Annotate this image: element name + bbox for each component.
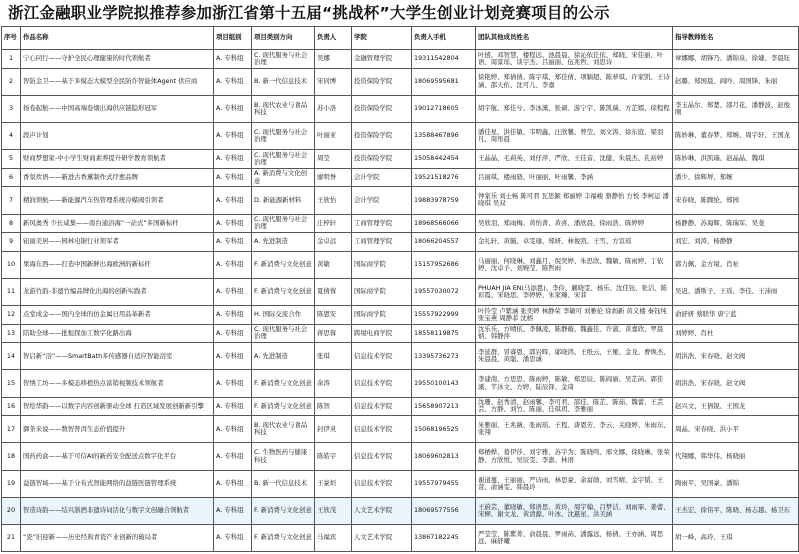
cell-team-members: 叶铃莹 卢紫涵 张奕婷 林静荣 李敏可 刘雅伦 徐刹新 黄义楼 秦钰纯 张宝燕 周静菲 沈榕 [476, 306, 673, 325]
cell-phone: 18558119875 [412, 324, 476, 343]
cell-index: 5 [2, 150, 21, 169]
cell-team-members: 徐艳婷、郑倩倩、陈宇琪、郑佳倩、项颖超、陈萝琪、许家凯、王诗涵、邵天佑、沈可儿、李嘉 [476, 68, 673, 95]
cell-college: 投资保险学院 [352, 150, 412, 169]
cell-leader: 夏倩蓉 [315, 278, 352, 305]
cell-group: A. 专科组 [214, 306, 252, 325]
cell-category: B. 现代农业与食品科技 [252, 95, 315, 122]
cell-phone: 18069577556 [412, 497, 476, 524]
cell-phone: 15658907213 [412, 397, 476, 416]
cell-group: A. 专科组 [214, 68, 252, 95]
cell-college: 信息技术学院 [352, 470, 412, 497]
table-row [2, 95, 799, 122]
cell-category: C. 现代服务与社会治理 [252, 150, 315, 169]
cell-leader: 陈恩安 [315, 306, 352, 325]
table-row [2, 497, 799, 524]
table-row [2, 150, 799, 169]
cell-leader: 黄敏 [315, 251, 352, 278]
table-row [2, 187, 799, 214]
cell-team-members: PHUAH JIA EN(马添恩)、李伶、蒯晓雯、杨乐、沈佳钰、张洁、陈彩霞、宋晓思、李婷婷、朱家臻、宋菲 [476, 278, 673, 305]
cell-group: A. 专科组 [214, 95, 252, 122]
cell-college: 投资保险学院 [352, 68, 412, 95]
cell-project-name: 果海东西——打造中国新鲜出海欧洲的新标杆 [21, 251, 214, 278]
table-row [2, 168, 799, 187]
cell-advisors: 周晶、宋春晓、洪小平 [673, 416, 799, 443]
cell-college: 信息技术学院 [352, 370, 412, 397]
cell-advisors: 胡洪浩、宋春晓、赵文阀 [673, 343, 799, 370]
cell-leader: 王欣茂 [315, 497, 352, 524]
table-row [2, 306, 799, 325]
table-row [2, 370, 799, 397]
cell-group: A. 专科组 [214, 150, 252, 169]
cell-project-name: 智防金卫——基于多模态大模型全民防诈智能体Agent 供应商 [21, 68, 214, 95]
cell-phone: 15058442454 [412, 150, 476, 169]
cell-advisors: 吴迟、潘斯子、王瑶、李佳、王沛雨 [673, 278, 799, 305]
header-leader: 负责人 [315, 27, 352, 50]
cell-college: 工商管理学院 [352, 233, 412, 252]
cell-category: D. 新能源新材料 [252, 187, 315, 214]
cell-team-members: 钟家乐 刘士畅 陈可君 瓦思颖 郑丽婷 丰福峻 骆静怡 方悦 李柯运 潘晓琪 吴双 [476, 187, 673, 214]
header-advisors: 指导教师姓名 [673, 27, 799, 50]
table-row [2, 416, 799, 443]
cell-team-members: 金礼轩、黄毓、卓雯瑜、郑妍、林俊凯、王雪、方宣瑶 [476, 233, 673, 252]
cell-phone: 19883978759 [412, 187, 476, 214]
cell-advisors: 陈妙琳、董春梦、郑婉、周宇轩、王国龙 [673, 122, 799, 149]
cell-phone: 19012718605 [412, 95, 476, 122]
cell-index: 9 [2, 233, 21, 252]
cell-group: A. 专科组 [214, 416, 252, 443]
cell-team-members: 朱雅丽、王兆薇、张雨瑶、王程、唐恩芳、李云、关晓婷、朱雨东、张翔 [476, 416, 673, 443]
cell-index: 19 [2, 470, 21, 497]
cell-phone: 18069595681 [412, 68, 476, 95]
cell-project-name: 智绣工坊——多模态移植热点富销视频技术领航者 [21, 370, 214, 397]
cell-group: A. 专科组 [214, 324, 252, 343]
table-row [2, 68, 799, 95]
header-index: 序号 [2, 27, 21, 50]
table-row [2, 251, 799, 278]
cell-category: B. 现代农业与食品科技 [252, 416, 315, 443]
cell-group: A. 专科组 [214, 343, 252, 370]
cell-project-name: 精润领航——新能源汽车热管理系统冷媒阀引领者 [21, 187, 214, 214]
cell-college: 人文艺术学院 [352, 497, 412, 524]
cell-advisors: 陈妙琳、洪凯瑞、赵晶晶、魏琪 [673, 150, 799, 169]
cell-advisors: 章娜娜、胡锋乃、潘锦泉、徐婕、李晨钰 [673, 50, 799, 69]
cell-leader: 庄梓轩 [315, 214, 352, 233]
cell-index: 11 [2, 278, 21, 305]
cell-project-name: 新风奥秀 少长咸集——南台通浴海“一站式”多国新标杆 [21, 214, 214, 233]
cell-project-name: 益链智域——基于分布式智能网络的益链医链管理系统 [21, 470, 214, 497]
cell-category: F. 新消费与文化创意 [252, 525, 315, 552]
cell-project-name: 智造诗韵——结兴浙酒非遗诗词活化与数字文创融合领航者 [21, 497, 214, 524]
cell-phone: 18968566066 [412, 214, 476, 233]
cell-leader: 廖明誉 [315, 168, 352, 187]
cell-index: 12 [2, 306, 21, 325]
cell-advisors: 杨静静、苏海辉、陈瑞军、吴斐 [673, 214, 799, 233]
cell-index: 1 [2, 50, 21, 69]
cell-category: C. 现代服务与社会治理 [252, 214, 315, 233]
cell-project-name: 宁心同行——守护全民心理健康的时代领航者 [21, 50, 214, 69]
header-project-name: 作品名称 [21, 27, 214, 50]
cell-project-name: 龙游竹韵-非遗竹编品牌化出海的创新实践者 [21, 278, 214, 305]
cell-index: 17 [2, 416, 21, 443]
cell-index: 10 [2, 251, 21, 278]
table-row [2, 122, 799, 149]
cell-group: A. 专科组 [214, 214, 252, 233]
cell-phone: 18069602813 [412, 443, 476, 470]
cell-leader: 王豪烜 [315, 470, 352, 497]
cell-advisors: 宋春晓、陈腾纶、郑园 [673, 187, 799, 214]
cell-team-members: 吴欣羽、郑雨梅、黄怡菁、黄喜、潘欣晨、徐雨浩、陈婷婷 [476, 214, 673, 233]
header-category: 项目类别方向 [252, 27, 315, 50]
cell-project-name: 财商梦想家-中小学生财商素养提升研学教育领航者 [21, 150, 214, 169]
cell-advisors: 赵兴文、王倩锐、王国龙 [673, 397, 799, 416]
cell-college: 跨境电商学院 [352, 324, 412, 343]
cell-leader: 吴娜 [315, 50, 352, 69]
cell-phone: 15557922999 [412, 306, 476, 325]
cell-phone: 19550100143 [412, 370, 476, 397]
cell-leader: 封伊灵 [315, 416, 352, 443]
cell-project-name: 点堂成金——国内全球的仿金属日用品革新者 [21, 306, 214, 325]
cell-team-members: 李延群、冒睿恩、郭岩晖、邬晓鸿、王纸云、王娅、金龙、曹焕杰、朱晨晨、黄聪、潘思诚 [476, 343, 673, 370]
cell-index: 8 [2, 214, 21, 233]
cell-leader: 张琪 [315, 343, 352, 370]
cell-group: A. 专科组 [214, 187, 252, 214]
cell-college: 会计学院 [352, 168, 412, 187]
cell-group: A. 专科组 [214, 497, 252, 524]
cell-category: B. 新一代信息技术 [252, 68, 315, 95]
cell-team-members: 潘佳星、洪佳敏、韦明鑫、汪欣馨、曾莹、刘文涛、徐东庭、梁羽凡、周彤晨 [476, 122, 673, 149]
cell-team-members: 叶僖、邓智慧、楼程远、池晨晨、徐沁依任依、郑晓、宋佳丽、叶语、周景瑶、谈宇杰、吕丽丽、伍兆哲、刘思诗 [476, 50, 673, 69]
table-row [2, 525, 799, 552]
cell-category: F. 新消费与文化创意 [252, 370, 315, 397]
cell-college: 国际商学院 [352, 251, 412, 278]
cell-index: 14 [2, 343, 21, 370]
cell-phone: 19557030072 [412, 278, 476, 305]
cell-category: F. 新消费与文化创意 [252, 278, 315, 305]
cell-leader: 王欣怡 [315, 187, 352, 214]
cell-college: 人文艺术学院 [352, 525, 412, 552]
cell-group: A. 专科组 [214, 122, 252, 149]
cell-index: 16 [2, 397, 21, 416]
header-group: 项目组别 [214, 27, 252, 50]
cell-group: A. 专科组 [214, 278, 252, 305]
table-row [2, 233, 799, 252]
cell-project-name: 智绘华韵——以数字内容创新驱动全球 打造区域发展创新新引擎 [21, 397, 214, 416]
cell-leader: 陈皓宇 [315, 443, 352, 470]
cell-index: 21 [2, 525, 21, 552]
cell-advisors: 刘婷婷、肖杜 [673, 324, 799, 343]
cell-index: 2 [2, 68, 21, 95]
cell-team-members: 谢道蔓、王丽丽、严诗雨、林思豪、余富勋、刘雪晴、金宇韬、王萱、俞涵雯、韩晨玲 [476, 470, 673, 497]
table-row [2, 50, 799, 69]
cell-team-members: 马丽丽、何晓琳、刘鑫月、倪奕婷、朱思欣、魏敏、陈雨婷、丁依婷、沈卓予、刘婉莹、陈哲雨 [476, 251, 673, 278]
cell-index: 15 [2, 370, 21, 397]
cell-project-name: 陪助全球——批租探加工数字化路出海 [21, 324, 214, 343]
cell-advisors: 潘少、徐辉屏、郑婉 [673, 168, 799, 187]
cell-college: 信息技术学院 [352, 443, 412, 470]
cell-leader: 宋同博 [315, 68, 352, 95]
table-row [2, 443, 799, 470]
table-body [2, 50, 799, 552]
cell-advisors: 刘宏、刘涛、杨静静 [673, 233, 799, 252]
cell-college: 投资保险学院 [352, 95, 412, 122]
cell-team-members: 王晶晶、毛莉英、刘仔萍、严欣、王佳音、沈健、朱晨杰、孔裕婷 [476, 150, 673, 169]
table-row [2, 343, 799, 370]
cell-team-members: 沈珊、赵秀清、赵雨馨、李可君、邵佳、陈芷、陈茹、魏蕾、王芸芸、方静、刘竹、陈丽、任琪玥、李雅丽 [476, 397, 673, 416]
cell-phone: 15157952686 [412, 251, 476, 278]
cell-leader: 苏小洛 [315, 95, 352, 122]
cell-college: 投资保险学院 [352, 122, 412, 149]
table-row [2, 470, 799, 497]
cell-project-name: 香氛炊语——新进古香薰制作式疗愈品牌 [21, 168, 214, 187]
cell-team-members: 郑栖桦、葛伊莎、刘宇雅、苏宇为、陈晓鸣、邢文娜、徐晓琳、张荣静、方欣悦、吴辰雯、李澎、林语 [476, 443, 673, 470]
cell-project-name: “瓷”旧迎新——历史经典青瓷产业创新的破局者 [21, 525, 214, 552]
cell-phone: 13867182245 [412, 525, 476, 552]
cell-advisors: 王杰宏、徐伟平、陈晓、杨志越、杨卫东 [673, 497, 799, 524]
cell-project-name: 国药药盒——基于可信AI的新药安全配送点数字化平台 [21, 443, 214, 470]
cell-advisors: 赵璐、郑国晨、阎吟、周国锋、朱丽 [673, 68, 799, 95]
cell-leader: 陈智 [315, 397, 352, 416]
cell-leader: 周莹 [315, 150, 352, 169]
cell-category: B. 新一代信息技术 [252, 470, 315, 497]
cell-category: C. 现代服务与社会治理 [252, 122, 315, 149]
cell-project-name: 智启新“浴”——SmartBath多传感器自适应智能浴室 [21, 343, 214, 370]
page-title: 浙江金融职业学院拟推荐参加浙江省第十五届“挑战杯”大学生创业计划竞赛项目的公示 [8, 4, 610, 22]
cell-team-members: 王蔚芸、董晓敏、郑语思、黄玲、周宇翰、吕梦洁、刘雨霏、姜蕾、宋柳、谢文龙、黄清源、叶冰、沈慈星、洪美涵 [476, 497, 673, 524]
cell-index: 13 [2, 324, 21, 343]
table-row [2, 324, 799, 343]
cell-advisors: 代翔娜、韩华伟、杨晓丽 [673, 443, 799, 470]
cell-index: 4 [2, 122, 21, 149]
cell-leader: 余涛 [315, 370, 352, 397]
cell-group: A. 专科组 [214, 525, 252, 552]
cell-team-members: 严莹莹、陈紫菁、俞晨晨、罗雨菡、潘露远、杨倩、王亦涵、周思远、麻舒曦 [476, 525, 673, 552]
cell-advisors: 李玉晶尔、郑楚、邵月花、潘静波、赵俊刚 [673, 95, 799, 122]
cell-team-members: 吕丽琪、楼雨骁、叶丽丽、叶雨馨、李涵 [476, 168, 673, 187]
cell-leader: 蒋思蓉 [315, 324, 352, 343]
cell-group: A. 专科组 [214, 470, 252, 497]
cell-group: A. 专科组 [214, 397, 252, 416]
cell-leader: 叶丽亚 [315, 122, 352, 149]
table-row [2, 214, 799, 233]
cell-leader: 马福宾 [315, 525, 352, 552]
cell-index: 18 [2, 443, 21, 470]
cell-index: 20 [2, 497, 21, 524]
cell-index: 7 [2, 187, 21, 214]
cell-advisors: 陶雨平、吴国豪、潘锦 [673, 470, 799, 497]
cell-team-members: 沈乐乐、方晴依、李佩凌、陈静璇、魏鑫佳、许淑、黄嘉欣、罗晨炳、韩静萍 [476, 324, 673, 343]
cell-category: A. 先进制造 [252, 233, 315, 252]
cell-phone: 18066204557 [412, 233, 476, 252]
cell-college: 信息技术学院 [352, 343, 412, 370]
cell-category: A. 先进制造 [252, 343, 315, 370]
cell-index: 6 [2, 168, 21, 187]
cell-team-members: 胡宇航、郑佳兮、李冰溪、张硕、游宁宇、陈凯瑞、方芷嫣、徐程程 [476, 95, 673, 122]
cell-college: 金融管理学院 [352, 50, 412, 69]
cell-college: 信息技术学院 [352, 397, 412, 416]
table-header-row [2, 27, 799, 50]
cell-category: A. 新消费与文化创意 [252, 168, 315, 187]
header-phone: 负责人手机 [412, 27, 476, 50]
cell-category: C. 现代服务与社会治理 [252, 50, 315, 69]
cell-category: F. 新消费与文化创意 [252, 251, 315, 278]
cell-group: A. 专科组 [214, 443, 252, 470]
cell-project-name: 御茶来说——数智普洱生态价值提升 [21, 416, 214, 443]
cell-college: 国际商学院 [352, 306, 412, 325]
cell-phone: 19521518276 [412, 168, 476, 187]
cell-advisors: 胡一峰、高玲、王琪 [673, 525, 799, 552]
cell-index: 3 [2, 95, 21, 122]
header-college: 学院 [352, 27, 412, 50]
cell-group: A. 专科组 [214, 50, 252, 69]
cell-category: C. 生物医药与健康科技 [252, 443, 315, 470]
cell-phone: 19557979455 [412, 470, 476, 497]
project-table [1, 26, 799, 552]
cell-advisors: 胡洪浩、宋春晓、赵文阀 [673, 370, 799, 397]
cell-team-members: 李建南、方思思、陈雨婷、陈敏、郑思辰、陈阎丽、吴芷菡、郭佳溪、芊沐文、方婷、陆辰铎、金琦 [476, 370, 673, 397]
cell-phone: 19311542804 [412, 50, 476, 69]
cell-category: F. 新消费与文化创意 [252, 397, 315, 416]
cell-college: 会计学院 [352, 187, 412, 214]
cell-advisors: 郭力佩、金方境、肖祉 [673, 251, 799, 278]
cell-project-name: 铂丽美居——园林电锯行业领军者 [21, 233, 214, 252]
table-row [2, 278, 799, 305]
cell-group: A. 专科组 [214, 370, 252, 397]
cell-phone: 15068196525 [412, 416, 476, 443]
cell-advisors: 俞舒妍 蔡联华 唐宁蓝 [673, 306, 799, 325]
header-team-members: 团队其他成员姓名 [476, 27, 673, 50]
cell-group: A. 专科组 [214, 251, 252, 278]
cell-leader: 金卓远 [315, 233, 352, 252]
cell-project-name: 扬卷起航——中国高端卷烟出海供应链隐形冠军 [21, 95, 214, 122]
cell-college: 国际商学院 [352, 278, 412, 305]
cell-phone: 13588467896 [412, 122, 476, 149]
cell-project-name: 段声计划 [21, 122, 214, 149]
cell-college: 信息技术学院 [352, 416, 412, 443]
cell-category: F. 新消费与文化创意 [252, 497, 315, 524]
cell-category: C. 现代服务与社会治理 [252, 324, 315, 343]
cell-phone: 13395736273 [412, 343, 476, 370]
cell-group: A. 专科组 [214, 168, 252, 187]
cell-college: 工商管理学院 [352, 214, 412, 233]
table-row [2, 397, 799, 416]
cell-category: H. 国际交流合作 [252, 306, 315, 325]
cell-group: A. 专科组 [214, 233, 252, 252]
